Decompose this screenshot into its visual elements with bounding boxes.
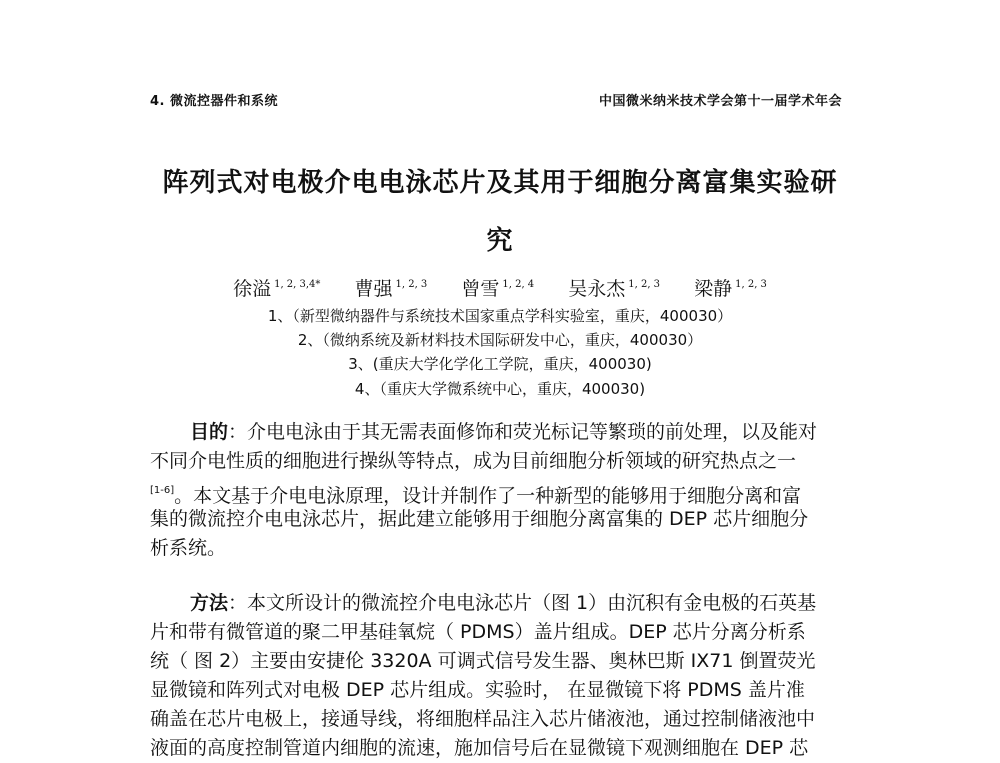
methods-paragraph (150, 589, 850, 763)
objective-paragraph (150, 418, 850, 563)
author-affiliation-marks: 1, 2, 3 (395, 279, 428, 290)
paragraph-line: [1-6]。本文基于介电电泳原理，设计并制作了一种新型的能够用于细胞分离和富 (150, 485, 802, 507)
author-affiliation-marks: 1, 2, 3 (628, 279, 661, 290)
author-name: 吴永杰 (568, 278, 626, 300)
citation-ref: [1-6] (150, 485, 175, 496)
author-name: 徐溢 (233, 278, 272, 300)
section-label-objective: 目的 (190, 421, 229, 443)
paper-title-line-1: 阵列式对电极介电电泳芯片及其用于细胞分离富集实验研 (162, 168, 838, 198)
affiliation-4: 4、（重庆大学微系统中心，重庆，400030) (354, 380, 646, 398)
paragraph-line: 析系统。 (150, 537, 227, 559)
affiliation-2: 2、（微纳系统及新材料技术国际研发中心，重庆，400030） (297, 331, 703, 349)
author (354, 274, 427, 301)
author (461, 274, 534, 301)
running-header-conference: 中国微米纳米技术学会第十一届学术年会 (598, 94, 842, 109)
paper-title-line-2: 究 (486, 226, 514, 256)
section-label-methods: 方法 (190, 592, 229, 614)
paragraph-line: 方法：本文所设计的微流控介电电泳芯片（图 1）由沉积有金电极的石英基 (190, 592, 817, 614)
paragraph-line: 确盖在芯片电极上，接通导线，将细胞样品注入芯片储液池，通过控制储液池中 (150, 708, 816, 730)
running-header-section: 4. 微流控器件和系统 (150, 94, 279, 109)
paragraph-line: 显微镜和阵列式对电极 DEP 芯片组成。实验时， 在显微镜下将 PDMS 盖片准 (150, 679, 805, 701)
header-rule (150, 112, 842, 113)
author-affiliation-marks: 1, 2, 3,4* (274, 279, 321, 290)
author-list (150, 274, 850, 301)
paragraph-line: 目的：介电电泳由于其无需表面修饰和荧光标记等繁琐的前处理，以及能对 (190, 421, 818, 443)
paragraph-line: 不同介电性质的细胞进行操纵等特点，成为目前细胞分析领域的研究热点之一 (150, 450, 797, 472)
author-name: 曹强 (354, 278, 393, 300)
affiliation-3: 3、(重庆大学化学化工学院，重庆，400030) (348, 355, 652, 373)
author-affiliation-marks: 1, 2, 4 (502, 279, 535, 290)
author-name: 梁静 (694, 278, 733, 300)
author (568, 274, 660, 301)
paragraph-line: 集的微流控介电电泳芯片，据此建立能够用于细胞分离富集的 DEP 芯片细胞分 (150, 508, 809, 530)
author-name: 曾雪 (461, 278, 500, 300)
affiliation-1: 1、（新型微纳器件与系统技术国家重点学科实验室，重庆，400030） (267, 307, 733, 325)
author-affiliation-marks: 1, 2, 3 (735, 279, 767, 290)
author (694, 274, 767, 301)
paragraph-line: 片和带有微管道的聚二甲基硅氧烷（ PDMS）盖片组成。DEP 芯片分离分析系 (150, 621, 806, 643)
paragraph-line: 统（ 图 2）主要由安捷伦 3320A 可调式信号发生器、奥林巴斯 IX71 倒置荧光 (150, 650, 816, 672)
author (233, 274, 320, 301)
paragraph-line: 液面的高度控制管道内细胞的流速，施加信号后在显微镜下观测细胞在 DEP 芯 (150, 737, 809, 759)
